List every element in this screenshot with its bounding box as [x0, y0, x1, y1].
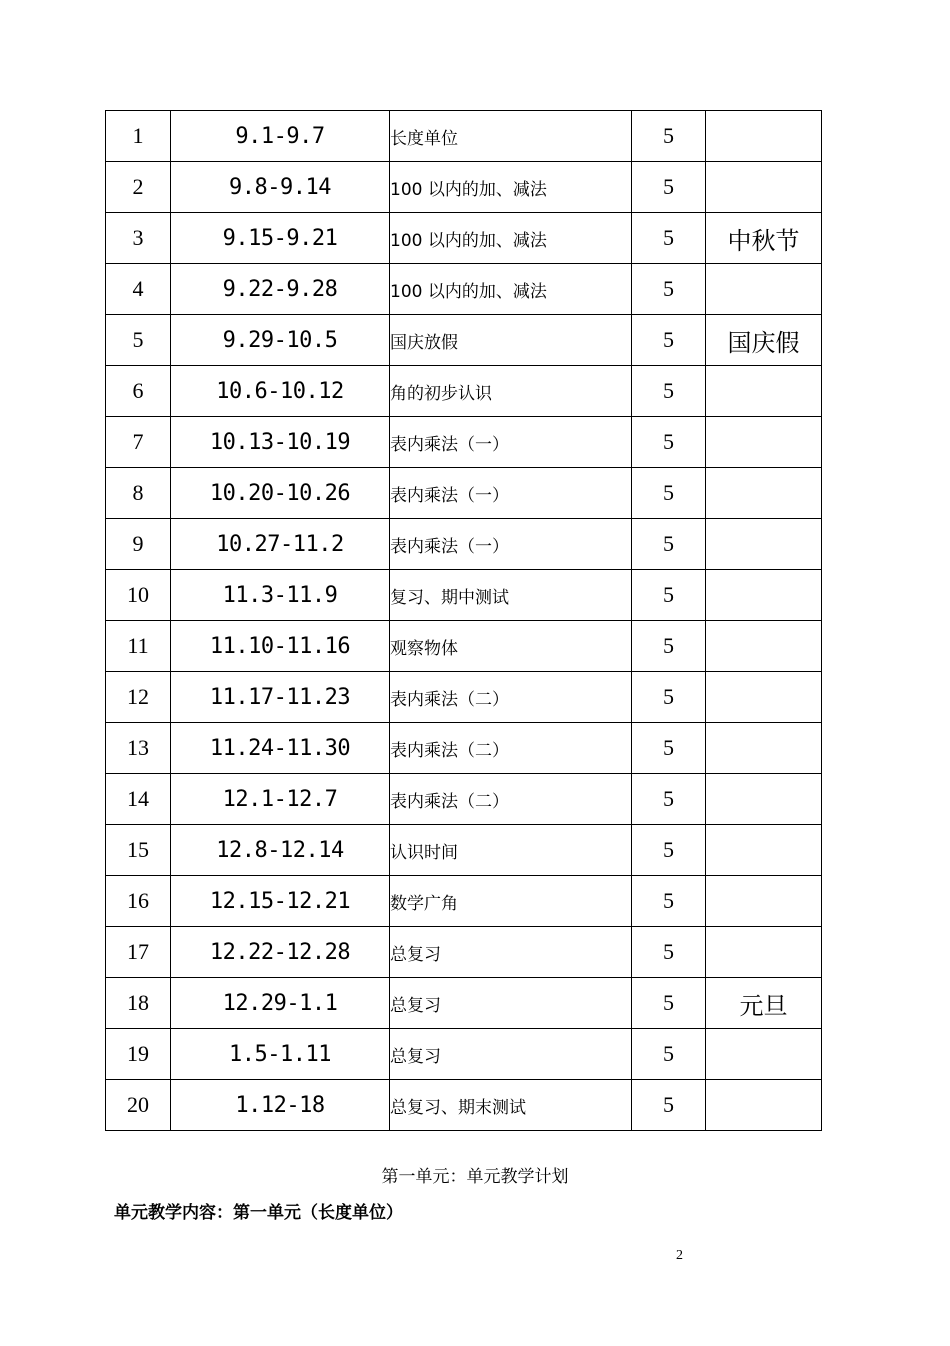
- table-row: [106, 417, 822, 468]
- class-hours-cell: 5: [632, 774, 706, 825]
- class-hours-cell: 5: [632, 468, 706, 519]
- week-cell: 1: [106, 111, 171, 162]
- teaching-content-cell: 复习、期中测试: [390, 570, 632, 621]
- remark-cell: [706, 876, 822, 927]
- table-row: [106, 672, 822, 723]
- teaching-content-cell: 表内乘法（二）: [390, 672, 632, 723]
- remark-cell: [706, 774, 822, 825]
- week-cell: 15: [106, 825, 171, 876]
- week-cell: 8: [106, 468, 171, 519]
- teaching-content-cell: 角的初步认识: [390, 366, 632, 417]
- class-hours-cell: 5: [632, 621, 706, 672]
- date-range-cell: 1.5-1.11: [171, 1029, 390, 1080]
- remark-cell: [706, 825, 822, 876]
- week-cell: 13: [106, 723, 171, 774]
- teaching-content-cell: 表内乘法（一）: [390, 468, 632, 519]
- table-row: [106, 927, 822, 978]
- page-number: 2: [676, 1248, 683, 1263]
- date-range-cell: 12.15-12.21: [171, 876, 390, 927]
- class-hours-cell: 5: [632, 978, 706, 1029]
- remark-cell: [706, 366, 822, 417]
- week-cell: 6: [106, 366, 171, 417]
- remark-cell: [706, 264, 822, 315]
- class-hours-cell: 5: [632, 876, 706, 927]
- teaching-content-cell: 100 以内的加、减法: [390, 162, 632, 213]
- teaching-content-cell: 数学广角: [390, 876, 632, 927]
- week-cell: 9: [106, 519, 171, 570]
- class-hours-cell: 5: [632, 1029, 706, 1080]
- unit-teaching-content: 单元教学内容：第一单元（长度单位）: [114, 1203, 403, 1223]
- teaching-content-cell: 国庆放假: [390, 315, 632, 366]
- table-row: [106, 876, 822, 927]
- table-row: [106, 621, 822, 672]
- week-cell: 5: [106, 315, 171, 366]
- remark-cell: 元旦: [706, 978, 822, 1029]
- teaching-content-cell: 总复习: [390, 1029, 632, 1080]
- teaching-content-cell: 表内乘法（一）: [390, 519, 632, 570]
- remark-cell: [706, 927, 822, 978]
- date-range-cell: 11.17-11.23: [171, 672, 390, 723]
- remark-cell: [706, 621, 822, 672]
- date-range-cell: 10.27-11.2: [171, 519, 390, 570]
- date-range-cell: 12.22-12.28: [171, 927, 390, 978]
- remark-cell: [706, 1029, 822, 1080]
- date-range-cell: 11.24-11.30: [171, 723, 390, 774]
- remark-cell: 中秋节: [706, 213, 822, 264]
- teaching-content-cell: 总复习、期末测试: [390, 1080, 632, 1131]
- class-hours-cell: 5: [632, 672, 706, 723]
- table-row: [106, 570, 822, 621]
- table-row: [106, 723, 822, 774]
- date-range-cell: 9.22-9.28: [171, 264, 390, 315]
- date-range-cell: 12.29-1.1: [171, 978, 390, 1029]
- class-hours-cell: 5: [632, 927, 706, 978]
- unit-plan-title: 第一单元：单元教学计划: [381, 1167, 569, 1187]
- teaching-content-cell: 认识时间: [390, 825, 632, 876]
- table-row: [106, 519, 822, 570]
- teaching-content-cell: 长度单位: [390, 111, 632, 162]
- week-cell: 2: [106, 162, 171, 213]
- class-hours-cell: 5: [632, 519, 706, 570]
- week-cell: 12: [106, 672, 171, 723]
- class-hours-cell: 5: [632, 723, 706, 774]
- week-cell: 20: [106, 1080, 171, 1131]
- table-row: [106, 162, 822, 213]
- table-row: [106, 366, 822, 417]
- remark-cell: [706, 672, 822, 723]
- date-range-cell: 10.20-10.26: [171, 468, 390, 519]
- teaching-content-cell: 观察物体: [390, 621, 632, 672]
- table-row: [106, 825, 822, 876]
- class-hours-cell: 5: [632, 1080, 706, 1131]
- class-hours-cell: 5: [632, 213, 706, 264]
- class-hours-cell: 5: [632, 825, 706, 876]
- table-row: [106, 468, 822, 519]
- table-row: [106, 213, 822, 264]
- teaching-content-cell: 表内乘法（一）: [390, 417, 632, 468]
- remark-cell: [706, 570, 822, 621]
- week-cell: 3: [106, 213, 171, 264]
- teaching-content-cell: 100 以内的加、减法: [390, 264, 632, 315]
- week-cell: 18: [106, 978, 171, 1029]
- remark-cell: [706, 417, 822, 468]
- date-range-cell: 10.13-10.19: [171, 417, 390, 468]
- week-cell: 17: [106, 927, 171, 978]
- week-cell: 19: [106, 1029, 171, 1080]
- date-range-cell: 12.1-12.7: [171, 774, 390, 825]
- class-hours-cell: 5: [632, 570, 706, 621]
- remark-cell: [706, 519, 822, 570]
- remark-cell: [706, 1080, 822, 1131]
- class-hours-cell: 5: [632, 417, 706, 468]
- remark-cell: [706, 111, 822, 162]
- teaching-content-cell: 表内乘法（二）: [390, 723, 632, 774]
- remark-cell: 国庆假: [706, 315, 822, 366]
- teaching-content-cell: 表内乘法（二）: [390, 774, 632, 825]
- date-range-cell: 9.1-9.7: [171, 111, 390, 162]
- week-cell: 14: [106, 774, 171, 825]
- class-hours-cell: 5: [632, 162, 706, 213]
- week-cell: 11: [106, 621, 171, 672]
- week-cell: 16: [106, 876, 171, 927]
- remark-cell: [706, 468, 822, 519]
- class-hours-cell: 5: [632, 315, 706, 366]
- table-row: [106, 315, 822, 366]
- teaching-content-cell: 总复习: [390, 978, 632, 1029]
- remark-cell: [706, 162, 822, 213]
- date-range-cell: 9.29-10.5: [171, 315, 390, 366]
- class-hours-cell: 5: [632, 111, 706, 162]
- date-range-cell: 12.8-12.14: [171, 825, 390, 876]
- table-row: [106, 111, 822, 162]
- week-cell: 10: [106, 570, 171, 621]
- class-hours-cell: 5: [632, 366, 706, 417]
- date-range-cell: 11.10-11.16: [171, 621, 390, 672]
- schedule-table: [105, 110, 822, 1131]
- schedule-table-body: [106, 111, 822, 1131]
- teaching-content-cell: 总复习: [390, 927, 632, 978]
- week-cell: 4: [106, 264, 171, 315]
- table-row: [106, 1080, 822, 1131]
- week-cell: 7: [106, 417, 171, 468]
- teaching-content-cell: 100 以内的加、减法: [390, 213, 632, 264]
- date-range-cell: 10.6-10.12: [171, 366, 390, 417]
- remark-cell: [706, 723, 822, 774]
- class-hours-cell: 5: [632, 264, 706, 315]
- table-row: [106, 1029, 822, 1080]
- table-row: [106, 978, 822, 1029]
- table-row: [106, 264, 822, 315]
- date-range-cell: 1.12-18: [171, 1080, 390, 1131]
- table-row: [106, 774, 822, 825]
- date-range-cell: 11.3-11.9: [171, 570, 390, 621]
- date-range-cell: 9.8-9.14: [171, 162, 390, 213]
- date-range-cell: 9.15-9.21: [171, 213, 390, 264]
